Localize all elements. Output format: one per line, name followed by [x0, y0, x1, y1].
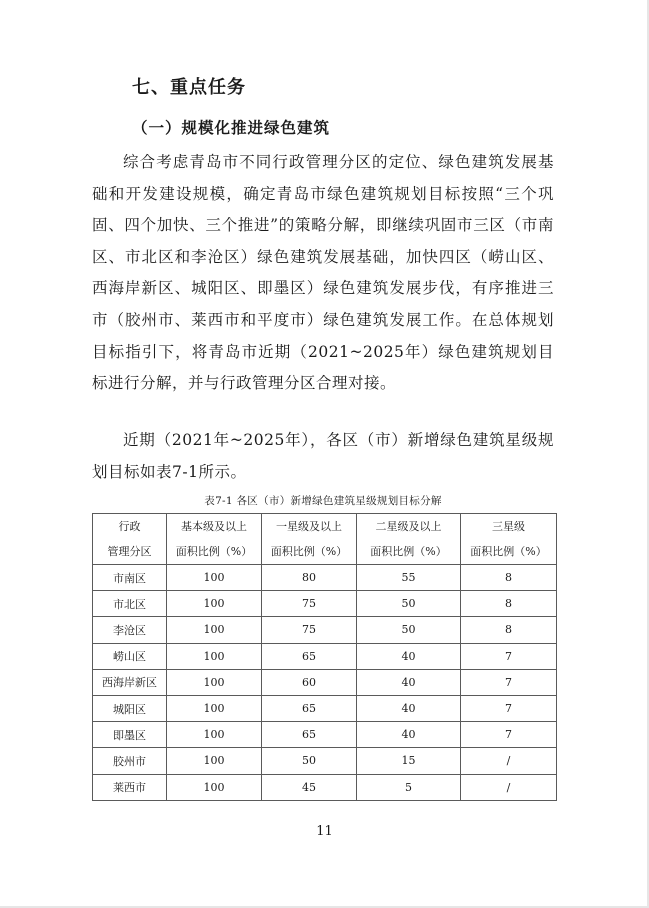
value-cell: 8	[461, 591, 557, 617]
page-number: 11	[316, 824, 333, 839]
value-cell: 50	[357, 617, 461, 643]
value-cell: 100	[167, 591, 262, 617]
value-cell: 65	[262, 695, 357, 721]
value-cell: 60	[262, 669, 357, 695]
value-cell: 8	[461, 565, 557, 591]
value-cell: 55	[357, 565, 461, 591]
value-cell: 5	[357, 774, 461, 800]
district-cell: 城阳区	[93, 695, 167, 721]
subsection-title: （一）规模化推进绿色建筑	[132, 118, 331, 137]
value-cell: 65	[262, 722, 357, 748]
value-cell: 75	[262, 617, 357, 643]
value-cell: 100	[167, 695, 262, 721]
value-cell: 7	[461, 695, 557, 721]
district-cell: 即墨区	[93, 722, 167, 748]
table-caption: 表7-1 各区（市）新增绿色建筑星级规划目标分解	[204, 495, 442, 507]
value-cell: 7	[461, 669, 557, 695]
header-cell: 基本级及以上 面积比例（%）	[167, 514, 262, 565]
value-cell: 45	[262, 774, 357, 800]
value-cell: 8	[461, 617, 557, 643]
header-cell: 行政 管理分区	[93, 514, 167, 565]
value-cell: 50	[357, 591, 461, 617]
value-cell: 80	[262, 565, 357, 591]
table-header-row	[93, 514, 557, 565]
value-cell: 40	[357, 643, 461, 669]
table-row	[93, 722, 557, 748]
value-cell: 7	[461, 643, 557, 669]
table-row	[93, 565, 557, 591]
table-row	[93, 617, 557, 643]
value-cell: /	[461, 774, 557, 800]
value-cell: 100	[167, 617, 262, 643]
district-cell: 市北区	[93, 591, 167, 617]
value-cell: 75	[262, 591, 357, 617]
paragraph-1: 综合考虑青岛市不同行政管理分区的定位、绿色建筑发展基础和开发建设规模，确定青岛市绿色建筑规划目标按照“三个巩固、四个加快、三个推进”的策略分解，即继续巩固市三区（市南区、市北区和李沧区）绿色建筑发展基础，加快四区（崂山区、西海岸新区、城阳区、即墨区）绿色建筑发展步伐，有序推进三市（胶州市、莱西市和平度市）绿色建筑发展工作。在总体规划目标指引下，将青岛市近期（2021~2025年）绿色建筑规划目标进行分解，并与行政管理分区合理对接。	[92, 153, 554, 393]
value-cell: 7	[461, 722, 557, 748]
paragraph-2: 近期（2021年~2025年），各区（市）新增绿色建筑星级规划目标如表7-1所示。	[92, 431, 554, 481]
value-cell: 100	[167, 748, 262, 774]
district-cell: 市南区	[93, 565, 167, 591]
value-cell: 65	[262, 643, 357, 669]
value-cell: 40	[357, 669, 461, 695]
green-building-target-table	[92, 513, 557, 801]
header-cell: 一星级及以上 面积比例（%）	[262, 514, 357, 565]
header-cell: 二星级及以上 面积比例（%）	[357, 514, 461, 565]
district-cell: 崂山区	[93, 643, 167, 669]
value-cell: 50	[262, 748, 357, 774]
table-row	[93, 669, 557, 695]
value-cell: 100	[167, 643, 262, 669]
table-row	[93, 748, 557, 774]
table-row	[93, 774, 557, 800]
value-cell: /	[461, 748, 557, 774]
value-cell: 100	[167, 722, 262, 748]
district-cell: 李沧区	[93, 617, 167, 643]
value-cell: 100	[167, 565, 262, 591]
value-cell: 40	[357, 695, 461, 721]
table-row	[93, 643, 557, 669]
district-cell: 西海岸新区	[93, 669, 167, 695]
district-cell: 莱西市	[93, 774, 167, 800]
header-cell: 三星级 面积比例（%）	[461, 514, 557, 565]
value-cell: 100	[167, 669, 262, 695]
district-cell: 胶州市	[93, 748, 167, 774]
value-cell: 100	[167, 774, 262, 800]
value-cell: 40	[357, 722, 461, 748]
section-title: 七、重点任务	[132, 77, 246, 98]
table-row	[93, 591, 557, 617]
table-row	[93, 695, 557, 721]
value-cell: 15	[357, 748, 461, 774]
